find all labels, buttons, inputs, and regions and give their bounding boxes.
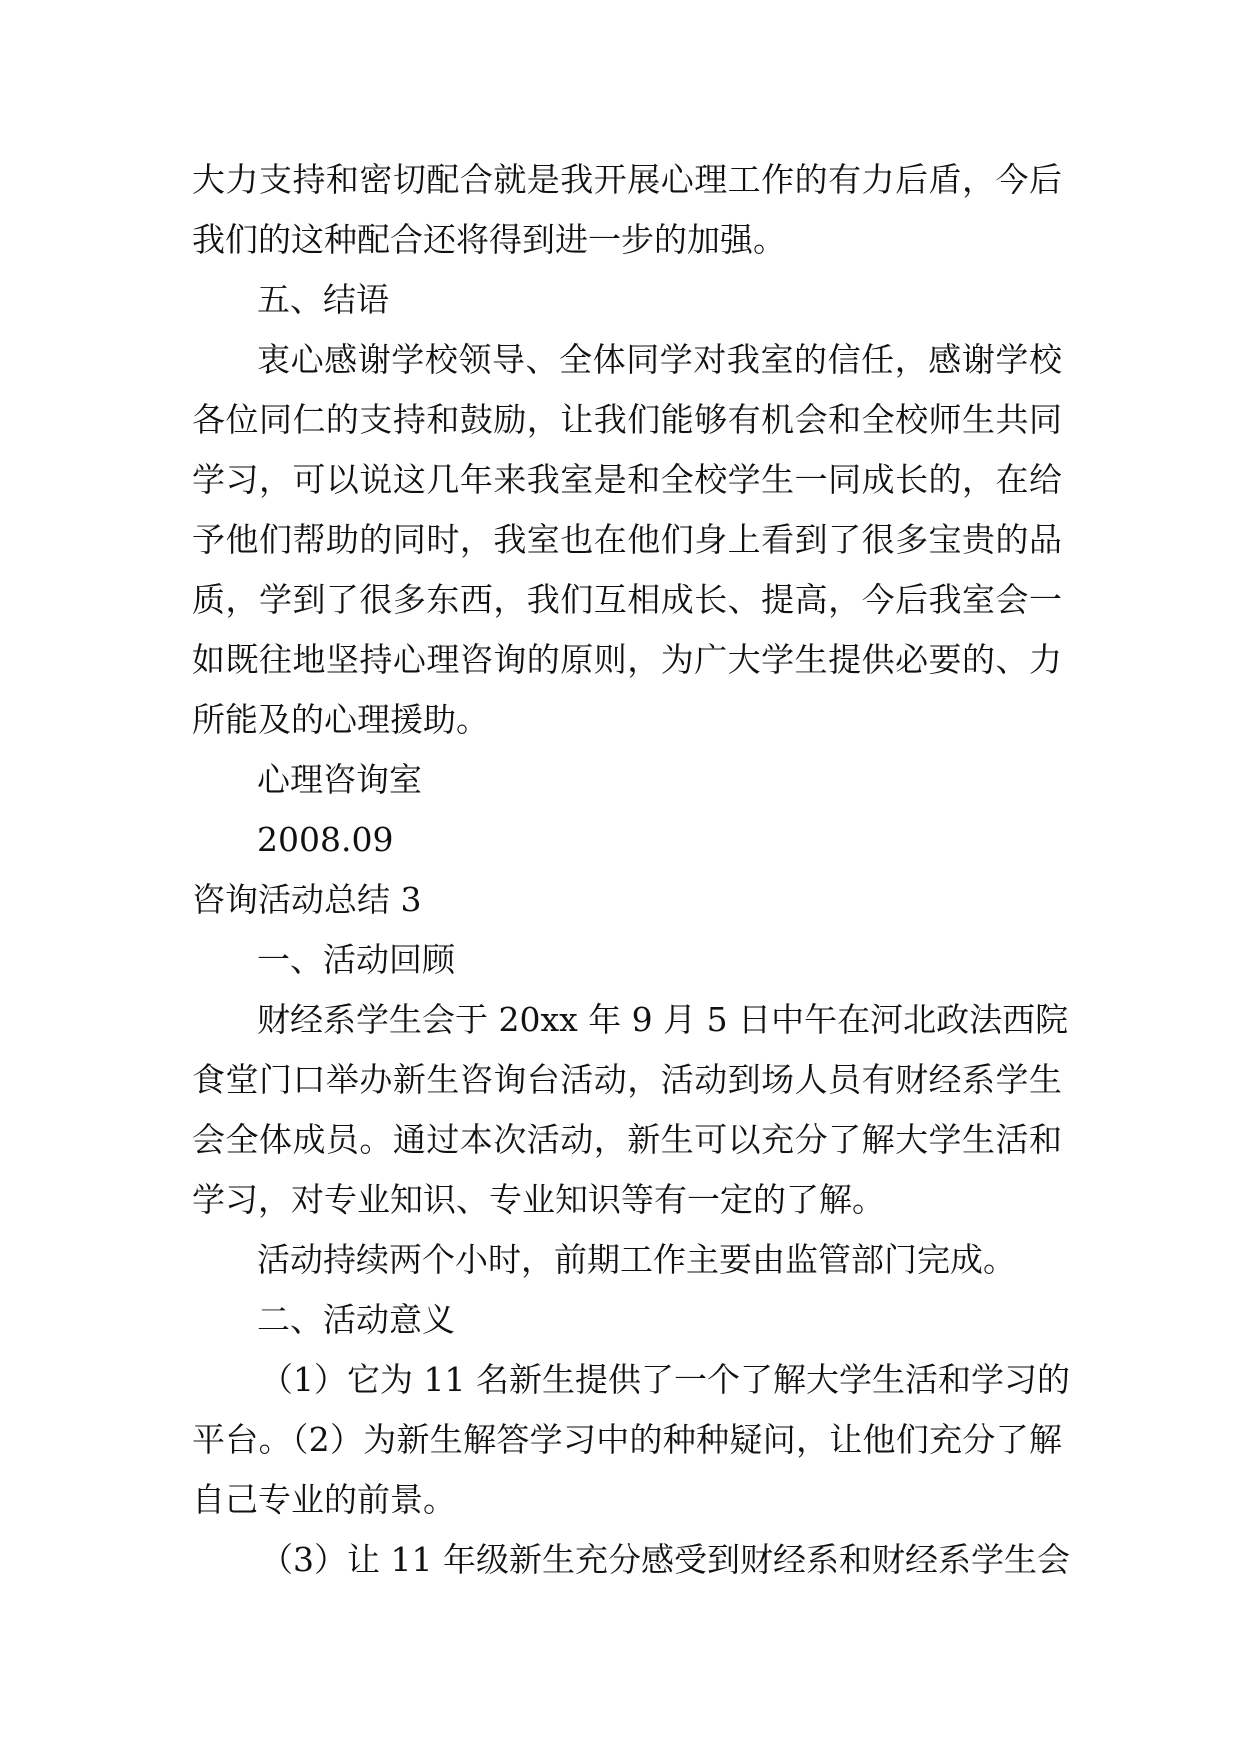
body-text-line: 活动持续两个小时，前期工作主要由监管部门完成。 [257,1240,1016,1279]
body-text-line: 质，学到了很多东西，我们互相成长、提高，今后我室会一 [192,580,1062,619]
article-title: 咨询活动总结 3 [192,880,422,919]
signature-name: 心理咨询室 [257,760,422,799]
body-text-line: 各位同仁的支持和鼓励，让我们能够有机会和全校师生共同 [192,400,1062,439]
body-text-line: 自己专业的前景。 [192,1480,456,1519]
signature-date: 2008.09 [257,820,394,859]
section-heading: 五、结语 [257,280,389,319]
body-text-line: 学习，对专业知识、专业知识等有一定的了解。 [192,1180,885,1219]
body-text-line: 如既往地坚持心理咨询的原则，为广大学生提供必要的、力 [192,640,1062,679]
body-text-line: 食堂门口举办新生咨询台活动，活动到场人员有财经系学生 [192,1060,1062,1099]
section-heading: 二、活动意义 [257,1300,455,1339]
body-text-line: （1）它为 11 名新生提供了一个了解大学生活和学习的 [260,1360,1070,1399]
body-text-line: 财经系学生会于 20xx 年 9 月 5 日中午在河北政法西院 [257,1000,1069,1039]
body-text-line: 我们的这种配合还将得到进一步的加强。 [192,220,786,259]
section-heading: 一、活动回顾 [257,940,455,979]
body-text-line: 平台。（2）为新生解答学习中的种种疑问，让他们充分了解 [192,1420,1062,1459]
body-text-line: 学习，可以说这几年来我室是和全校学生一同成长的，在给 [192,460,1062,499]
body-text-line: 衷心感谢学校领导、全体同学对我室的信任，感谢学校 [257,340,1062,379]
body-text-line: 予他们帮助的同时，我室也在他们身上看到了很多宝贵的品 [192,520,1062,559]
body-text-line: 会全体成员。通过本次活动，新生可以充分了解大学生活和 [192,1120,1062,1159]
body-text-line: 大力支持和密切配合就是我开展心理工作的有力后盾，今后 [192,160,1062,199]
body-text-line: （3）让 11 年级新生充分感受到财经系和财经系学生会 [260,1540,1070,1579]
body-text-line: 所能及的心理援助。 [192,700,489,739]
